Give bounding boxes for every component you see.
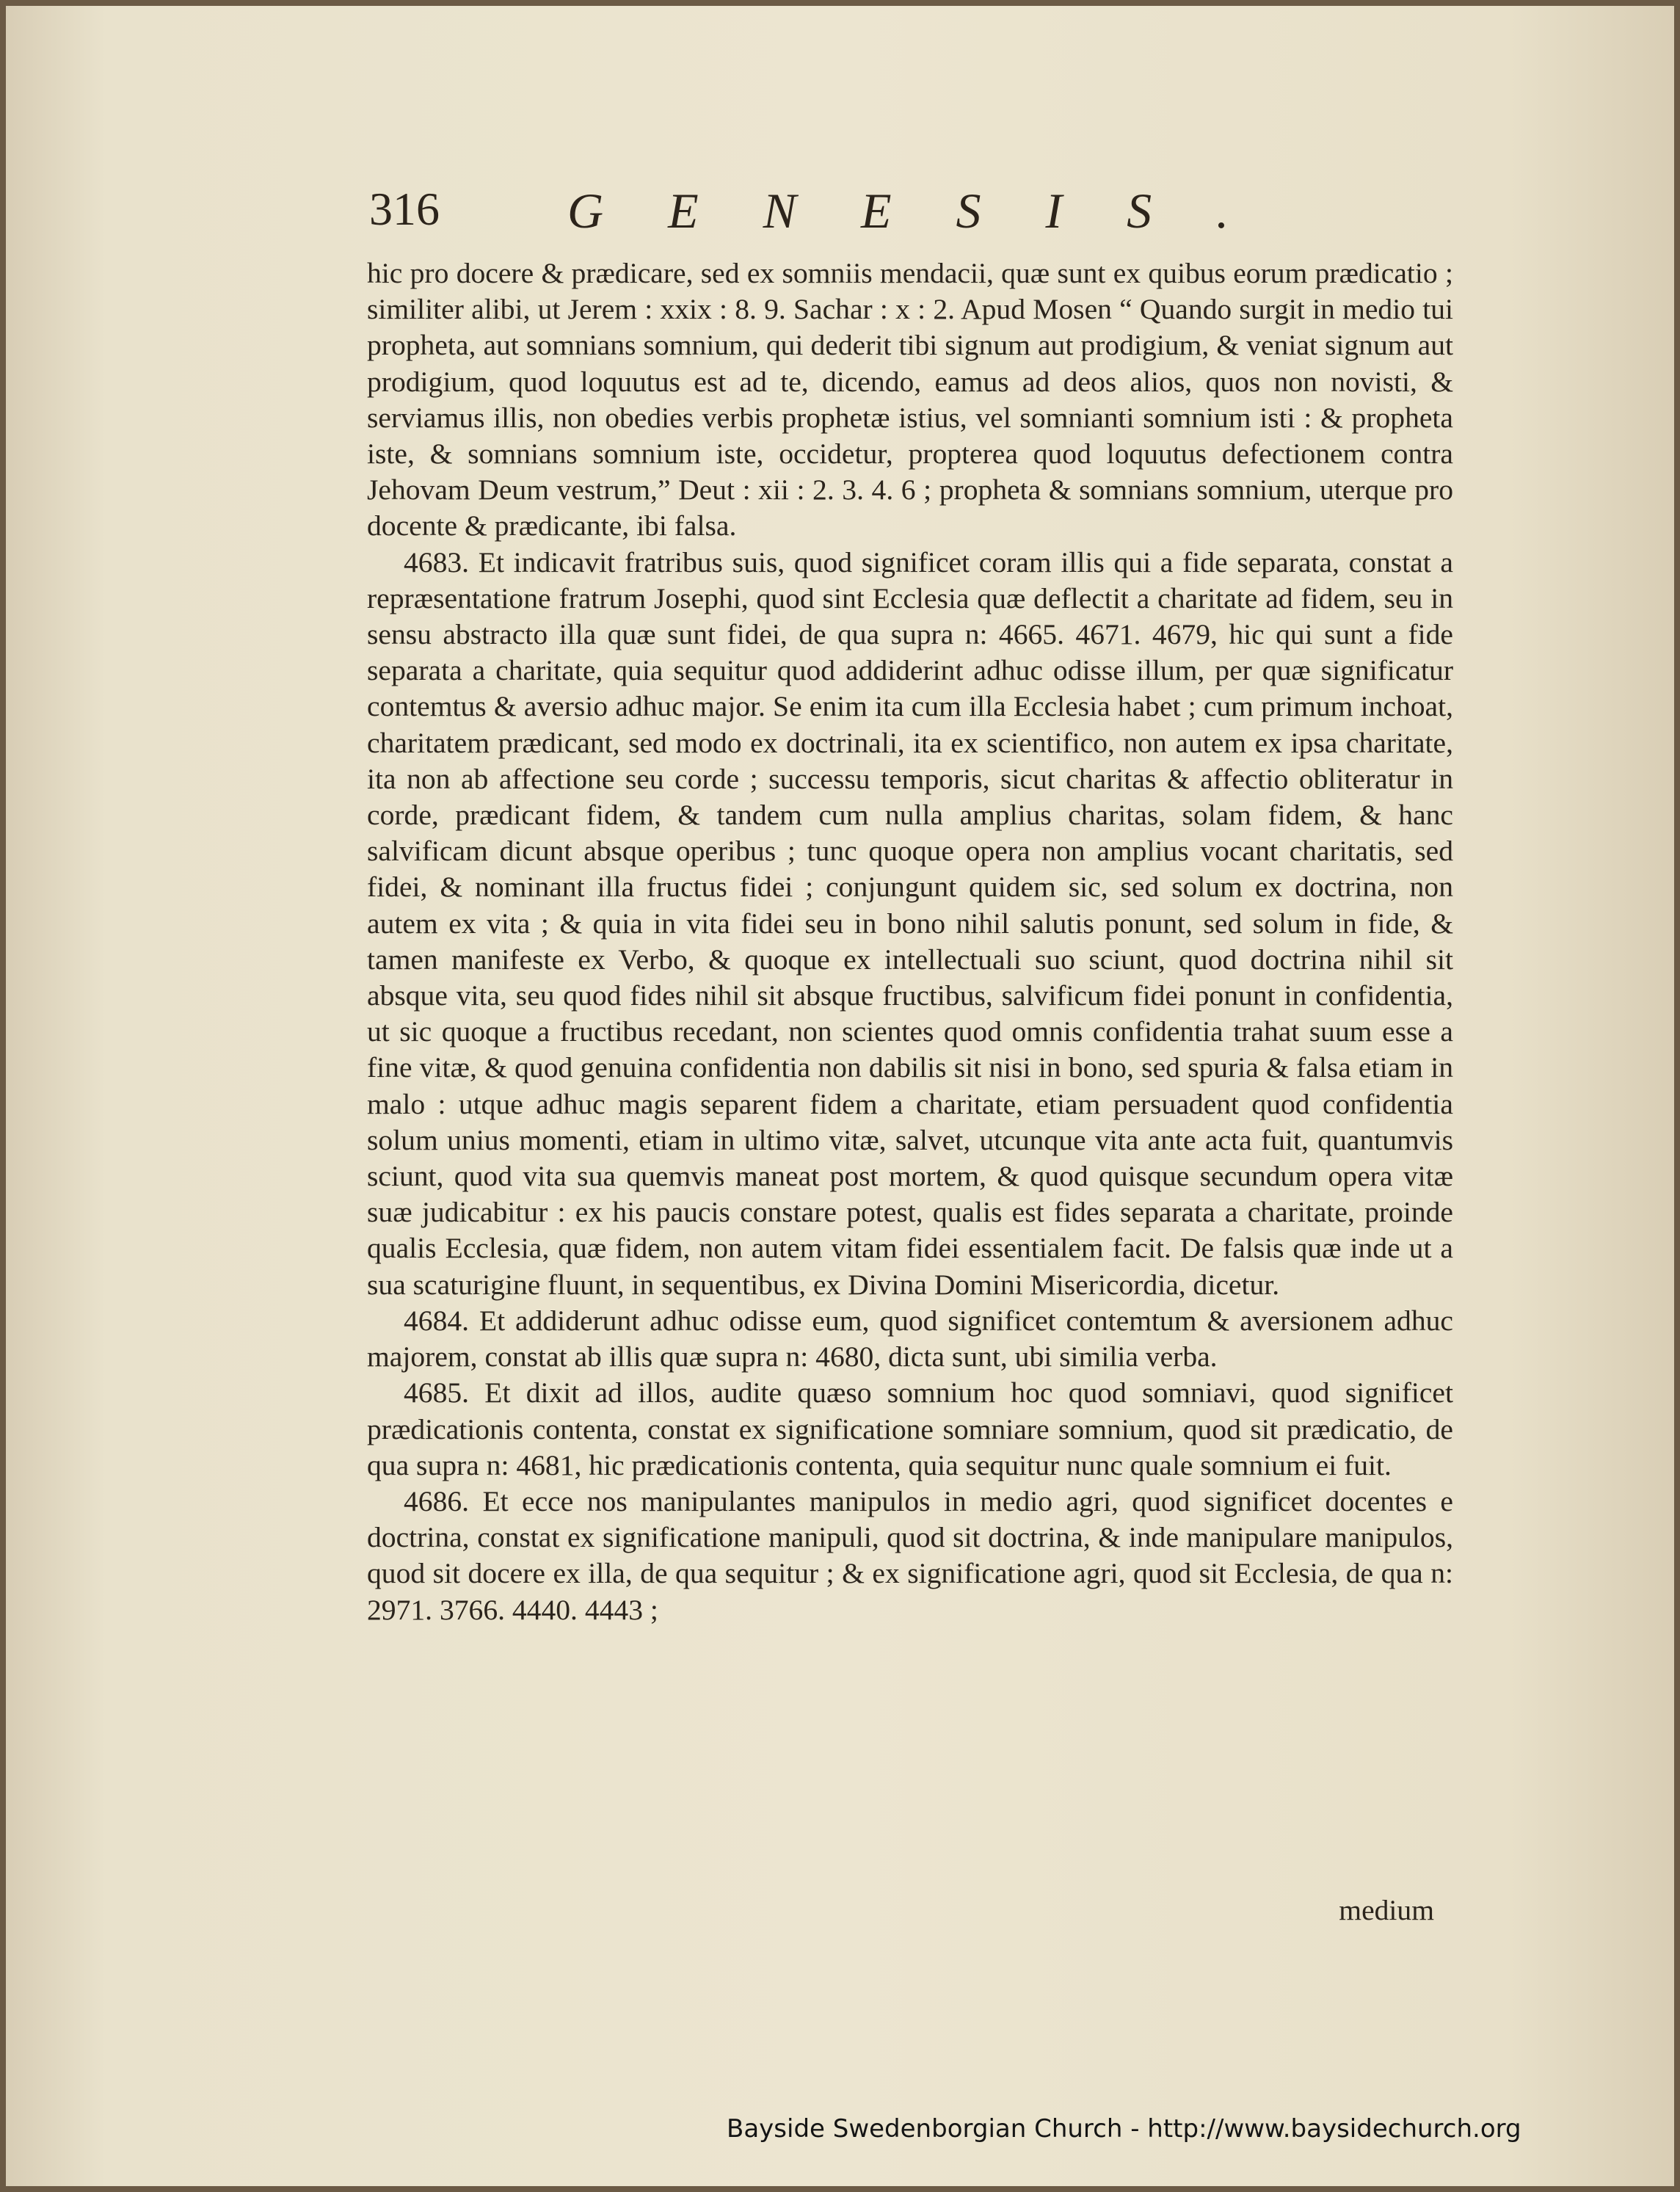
paragraph-continuation: hic pro docere & prædicare, sed ex somniis mendacii, quæ sunt ex quibus eorum prædicatio ; similiter alibi, ut Jerem : xxix : 8. 9. Sachar : x : 2. Apud Mosen “ Quando surgit in medio tui propheta, aut somnians somnium, qui dederit tibi signum aut prodigium, & veniat signum aut prodigium, quod loquutus est ad te, dicendo, eamus ad deos alios, quos non novisti, & serviamus illis, non obedies verbis prophetæ istius, vel somnianti somnium isti : & propheta iste, & somnians somnium iste, occidetur, propterea quod loquutus defectionem contra Jehovam Deum vestrum,” Deut : xii : 2. 3. 4. 6 ; propheta & somnians somnium, uterque pro docente & prædicante, ibi falsa.: [367, 257, 1453, 542]
paragraph-4684: 4684. Et addiderunt adhuc odisse eum, quod significet contemtum & aversionem adhuc majorem, constat ab illis quæ supra n: 4680, dicta sunt, ubi similia verba.: [367, 1304, 1453, 1373]
paragraph-4685: 4685. Et dixit ad illos, audite quæso somnium hoc quod somniavi, quod significet prædicationis contenta, constat ex significatione somniare somnium, quod sit prædicatio, de qua supra n: 4681, hic prædicationis contenta, quia sequitur nunc quale somnium ei fuit.: [367, 1376, 1453, 1481]
body-text: [367, 255, 1453, 1628]
catchword: medium: [1339, 1894, 1434, 1926]
watermark-text: Bayside Swedenborgian Church - http://www.baysidechurch.org: [727, 2114, 1521, 2144]
page-number: 316: [369, 183, 440, 235]
paragraph-4686: 4686. Et ecce nos manipulantes manipulos in medio agri, quod significet docentes e doctrina, constat ex significatione manipuli, quod sit doctrina, & inde manipulare manipulos, quod sit docere ex illa, de qua sequitur ; & ex significatione agri, quod sit Ecclesia, de qua n: 2971. 3766. 4440. 4443 ;: [367, 1484, 1453, 1626]
book-page: [6, 6, 1674, 2186]
page-header: [369, 171, 1463, 259]
running-title: GENESIS.: [567, 183, 1294, 239]
paragraph-4683: 4683. Et indicavit fratribus suis, quod significet coram illis qui a fide separata, constat a repræsentatione fratrum Josephi, quod sint Ecclesia quæ deflectit a charitate ad fidem, seu in sensu abstracto illa quæ sunt fidei, de qua supra n: 4665. 4671. 4679, hic qui sunt a fide separata a charitate, quia sequitur quod addiderint adhuc odisse illum, per quæ significatur contemtus & aversio adhuc major. Se enim ita cum illa Ecclesia habet ; cum primum inchoat, charitatem prædicant, sed modo ex doctrinali, ita ex scientifico, non autem ex ipsa charitate, ita non ab affectione seu corde ; successu temporis, sicut charitas & affectio obliteratur in corde, prædicant fidem, & tandem cum nulla amplius charitas, solam fidem, & hanc salvificam dicunt absque operibus ; tunc quoque opera non amplius vocant charitatis, sed fidei, & nominant illa fructus fidei ; conjungunt quidem sic, sed solum ex doctrina, non autem ex vita ; & quia in vita fidei seu in bono nihil salutis ponunt, sed solum in fide, & tamen manifeste ex Verbo, & quoque ex intellectuali suo sciunt, quod doctrina nihil sit absque vita, seu quod fides nihil sit absque fructibus, salvificum fidei ponunt in confidentia, ut sic quoque a fructibus recedant, non scientes quod omnis confidentia trahat suum esse a fine vitæ, & quod genuina confidentia non dabilis sit nisi in bono, sed spuria & falsa etiam in malo : utque adhuc magis separent fidem a charitate, etiam persuadent quod confidentia solum unius momenti, etiam in ultimo vitæ, salvet, utcunque vita ante acta fuit, quantumvis sciunt, quod vita sua quemvis maneat post mortem, & quod quisque secundum opera vitæ suæ judicabitur : ex his paucis constare potest, qualis est fides separata a charitate, proinde qualis Ecclesia, quæ fidem, non autem vitam fidei essentialem facit. De falsis quæ inde ut a sua scaturigine fluunt, in sequentibus, ex Divina Domini Misericordia, dicetur.: [367, 545, 1453, 1301]
